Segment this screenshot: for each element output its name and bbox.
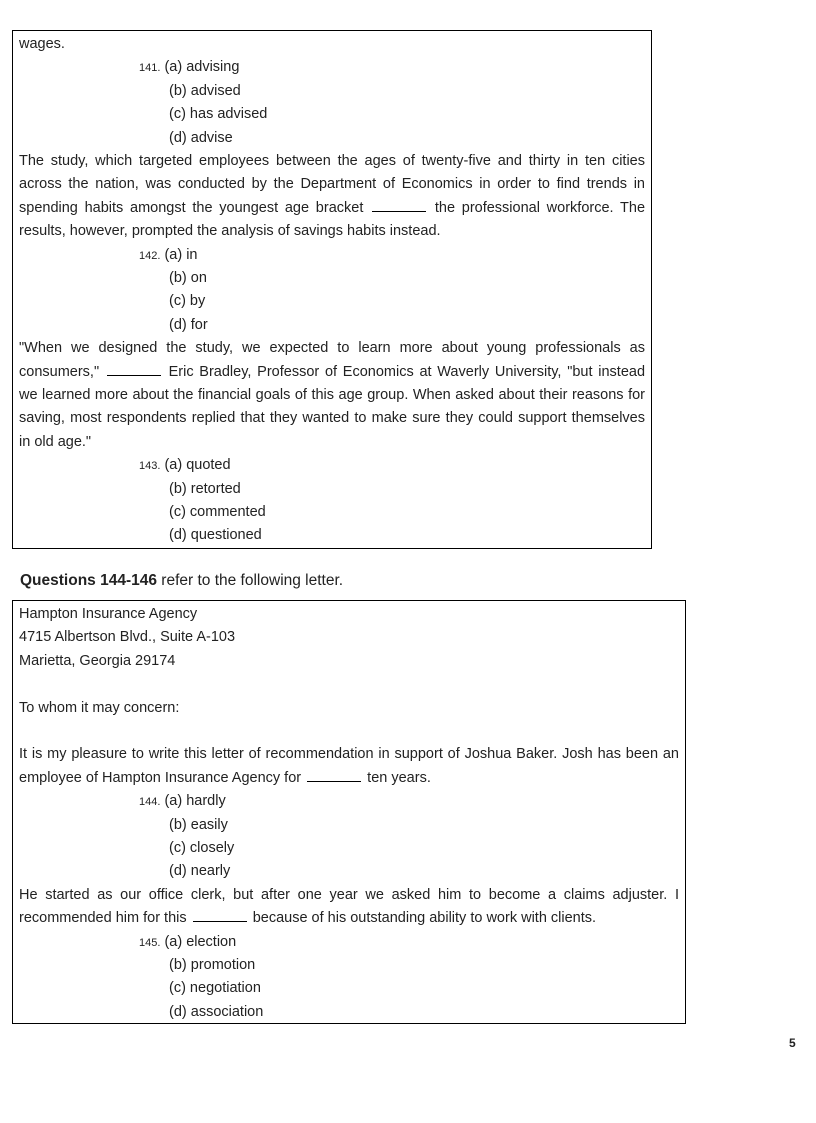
passage-paragraph-2 xyxy=(19,337,645,454)
option-d: (d) for xyxy=(169,316,208,333)
option-c: (c) by xyxy=(169,293,206,310)
paragraph-text: It is my pleasure to write this letter of recommendation in support of Joshua Baker. Josh has been an employee of Hampton Insurance Agency for xyxy=(19,746,679,786)
passage-intro-line: wages. xyxy=(19,36,65,52)
answer-blank xyxy=(107,363,161,376)
option-a: (a) advising xyxy=(164,59,240,76)
question-number: 141. xyxy=(139,62,161,75)
option-b: (b) promotion xyxy=(169,956,256,973)
paragraph-text: "When we designed the study, we expected to learn more about young professionals as consumers," xyxy=(19,340,645,380)
question-142 xyxy=(19,244,645,267)
option-b: (b) retorted xyxy=(169,480,241,497)
salutation: To whom it may concern: xyxy=(19,699,180,716)
question-141 xyxy=(19,56,645,79)
passage-box-1 xyxy=(12,30,652,549)
option-a: (a) election xyxy=(164,933,237,950)
letter-paragraph-2 xyxy=(19,884,679,931)
option-a: (a) hardly xyxy=(164,793,226,810)
question-number: 143. xyxy=(139,460,161,473)
paragraph-text: Eric Bradley, Professor of Economics at Waverly University, "but instead we learned more about the financial goals of this age group. When asked about their reasons for saving, most respondents replied that they wanted to make sure they could support themselves in old age." xyxy=(19,363,646,450)
option-b: (b) advised xyxy=(169,82,241,99)
letter-box xyxy=(12,600,686,1024)
option-a: (a) quoted xyxy=(164,457,231,474)
paragraph-text: because of his outstanding ability to work with clients. xyxy=(252,910,597,927)
paragraph-text: ten years. xyxy=(367,769,431,786)
answer-blank xyxy=(193,909,247,922)
option-c: (c) has advised xyxy=(169,106,268,123)
blank-line xyxy=(19,720,679,743)
question-number: 145. xyxy=(139,936,161,949)
question-143 xyxy=(19,454,645,477)
option-b: (b) easily xyxy=(169,816,228,833)
answer-blank xyxy=(372,199,426,212)
paragraph-text: the professional workforce. The results, however, prompted the analysis of savings habits instead. xyxy=(19,199,646,240)
option-d: (d) nearly xyxy=(169,863,231,880)
option-c: (c) negotiation xyxy=(169,980,261,997)
blank-line xyxy=(19,673,679,696)
address-line-1: Hampton Insurance Agency xyxy=(19,606,198,622)
page-number: 5 xyxy=(789,1036,796,1050)
option-c: (c) closely xyxy=(169,839,235,856)
address-line-3: Marietta, Georgia 29174 xyxy=(19,652,176,669)
letter-paragraph-1 xyxy=(19,743,679,790)
question-145 xyxy=(19,931,679,954)
option-c: (c) commented xyxy=(169,503,266,520)
answer-blank xyxy=(307,769,361,782)
section-heading xyxy=(20,572,343,590)
question-number: 144. xyxy=(139,796,161,809)
question-number: 142. xyxy=(139,249,161,262)
passage-paragraph-1 xyxy=(19,150,645,244)
address-line-2: 4715 Albertson Blvd., Suite A-103 xyxy=(19,629,236,646)
option-d: (d) advise xyxy=(169,129,233,146)
heading-text: refer to the following letter. xyxy=(161,572,344,589)
heading-question-range: Questions 144-146 xyxy=(20,572,157,589)
option-d: (d) association xyxy=(169,1003,264,1020)
option-b: (b) on xyxy=(169,269,207,286)
paragraph-text: The study, which targeted employees between the ages of twenty-five and thirty in ten cities across the nation, was conducted by the Department of Economics in order to find trends in spending habits amongst the youngest age bracket xyxy=(19,152,645,216)
option-d: (d) questioned xyxy=(169,527,262,544)
paragraph-text: He started as our office clerk, but after one year we asked him to become a claims adjuster. I recommended him for this xyxy=(19,886,679,927)
option-a: (a) in xyxy=(164,246,198,263)
question-144 xyxy=(19,790,679,813)
